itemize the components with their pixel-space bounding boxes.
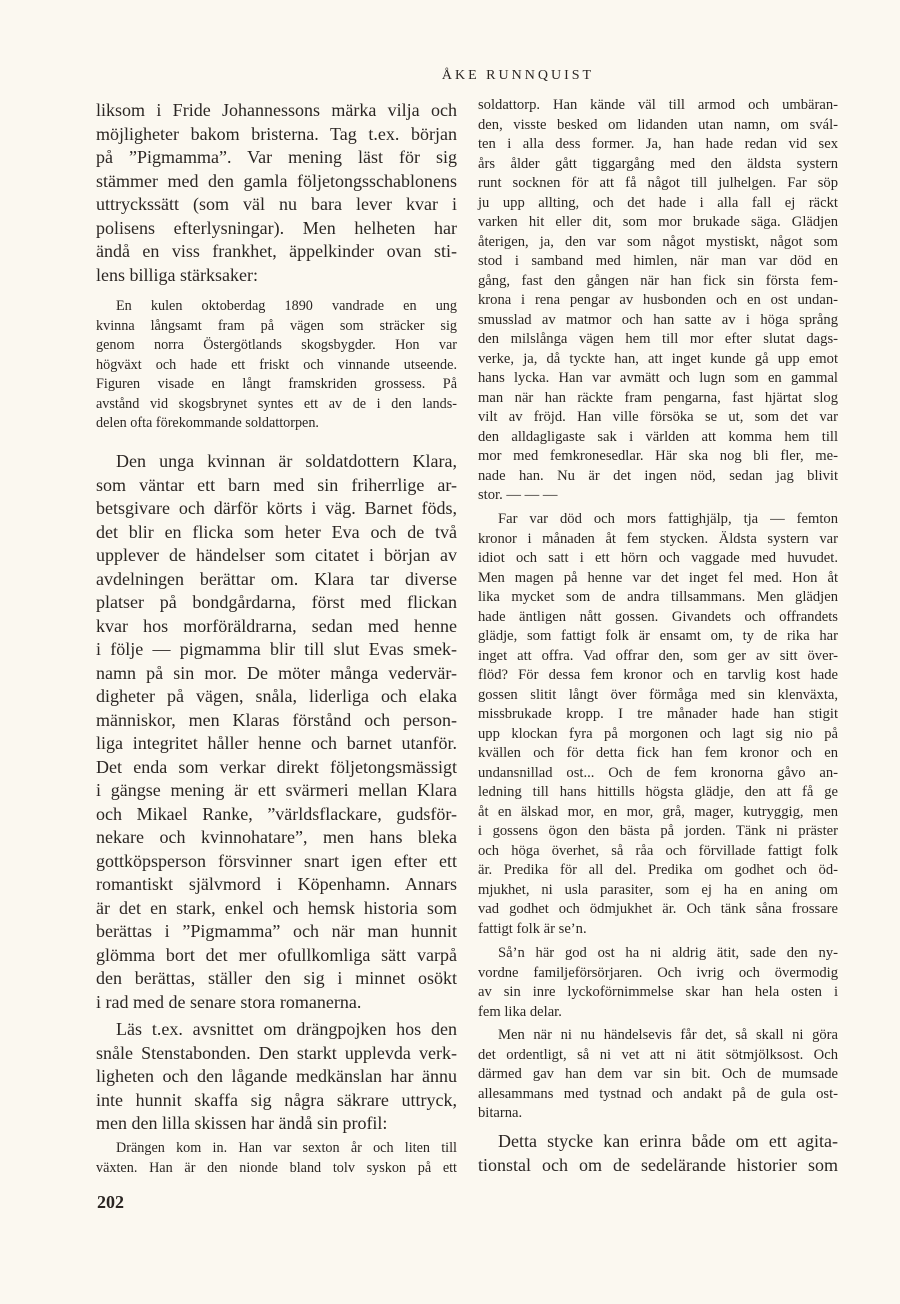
text-line: Men magen på henne var det inget fel med. Hon åt: [478, 569, 838, 586]
text-line: glömma bort det mer ofullkomliga sätt varpå: [96, 944, 457, 965]
text-line: romantiskt självmord i Köpenhamn. Annars: [96, 874, 457, 894]
text-line: digheter på vägen, snåla, liderliga och elaka: [96, 686, 457, 706]
text-line: genom norra Östergötlands skogsbygder. Hon var: [96, 337, 457, 353]
text-line: den, visste besked om lidanden utan namn, om svál-: [478, 116, 838, 133]
text-line: idiot och satt i ett hörn och vaggade med huvudet.: [478, 550, 838, 566]
text-line: verke, ja, då tyckte han, att inget kunde gå upp emot: [478, 350, 838, 367]
text-line: Detta stycke kan erinra både om ett agita-: [498, 1131, 838, 1151]
text-line: Drängen kom in. Han var sexton år och liten till: [116, 1140, 457, 1156]
text-line: inget att offra. Vad offrar den, som ger av sitt över-: [478, 647, 838, 664]
text-line: som väntar ett barn med sin friherrlige ar-: [96, 474, 457, 495]
text-line: Det enda som verkar direkt följetongsmässigt: [96, 756, 457, 777]
text-line: av sin inre lyckoförnimmelse skar han hela osten i: [478, 984, 838, 1000]
text-line: den alldagligaste sak i världen att komma hem till: [478, 428, 838, 445]
text-line: det blir en flicka som heter Eva och de två: [96, 521, 457, 542]
text-line: ten i alla dess former. Ja, han hade redan vid sex: [478, 136, 838, 152]
text-line: därmed gav han dem var sin bit. Och de mumsade: [478, 1066, 838, 1082]
text-line: mjukhet, ni usla parasiter, som ej ha en aning om: [478, 881, 838, 898]
text-line: krona i rena pengar av husbonden och en ost undan-: [478, 292, 838, 308]
text-line: fem lika delar.: [478, 1003, 562, 1020]
paragraph: [478, 1026, 838, 1124]
text-line: i gängse mening är ett svärmeri mellan Klara: [96, 780, 457, 800]
text-line: Figuren visade en långt framskriden grossess. På: [96, 376, 457, 392]
text-line: hans lycka. Han var avmätt och lugn som en gammal: [478, 370, 838, 386]
paragraph: [478, 510, 838, 939]
block-quote: [96, 1139, 457, 1178]
text-line: lens billiga stärksaker:: [96, 264, 258, 285]
text-line: runt socknen för att få något till julhelgen. Far söp: [478, 175, 838, 191]
text-line: ligheten och den lågande medkänslan har ännu: [96, 1066, 457, 1086]
text-line: kvar hos morföräldrarna, sedan med henne: [96, 615, 457, 636]
text-line: liksom i Fride Johannessons märka vilja och: [96, 100, 457, 120]
text-line: avstånd vid skogsbrynet syntes ett av de i den lands-: [96, 395, 457, 412]
text-line: ledning till hans hittills högsta glädje, den att få ge: [478, 784, 838, 800]
paragraph: [96, 99, 457, 287]
text-line: uttryckssätt (som väl nu bara lever kvar i: [96, 194, 457, 214]
text-line: vilt av fröjd. Han ville försöka se ut, som det var: [478, 409, 838, 425]
text-line: och Mikael Ranke, ”världsflackare, gudsför-: [96, 803, 457, 824]
text-line: undansnillad ost... Och de fem kronorna gåvo an-: [478, 764, 838, 781]
text-line: hade äntligen nått gossen. Givandets och offrandets: [478, 608, 838, 625]
text-line: Far var död och mors fattighjälp, tja — femton: [498, 511, 838, 527]
text-line: kvinna långsamt fram på vägen som sträcker sig: [96, 317, 457, 334]
text-line: platser på bondgårdarna, först med flickan: [96, 592, 457, 612]
text-line: berättas i ”Pigmamma” och när man hunnit: [96, 921, 457, 941]
text-line: allesammans med tystnad och andakt på de gula ost-: [478, 1085, 838, 1102]
text-line: nekare och kvinnohatare”, men hans bleka: [96, 827, 457, 847]
text-line: lika mycket som de andra tillsammans. Men glädjen: [478, 589, 838, 605]
text-line: kvällen och för detta fick han fem kronor och en: [478, 745, 838, 761]
text-line: delen ofta förekommande soldattorpen.: [96, 415, 319, 431]
text-line: möjligheter bakom bristerna. Tag t.ex. början: [96, 123, 457, 144]
text-line: upplever de händelser som citatet i början av: [96, 545, 457, 565]
text-line: avdelningen berättar om. Klara tar diverse: [96, 568, 457, 589]
text-line: fattigt folk är se’n.: [478, 920, 587, 937]
text-line: kronor i månaden åt fem stycken. Äldsta systern var: [478, 530, 838, 547]
text-line: man när han räckte fram pengarna, fast hjärtat slog: [478, 389, 838, 406]
text-line: Läs t.ex. avsnittet om drängpojken hos den: [116, 1019, 457, 1039]
text-line: stor. — — —: [478, 487, 558, 503]
page-number: 202: [97, 1192, 124, 1212]
text-line: smusslad av matmor och han satte av i höga språng: [478, 311, 838, 328]
text-line: högväxt och hade ett friskt och vinnande utseende.: [96, 356, 457, 373]
text-line: inte hunnit skaffa sig några säkrare uttryck,: [96, 1089, 457, 1110]
text-line: soldattorp. Han kände väl till armod och umbäran-: [478, 97, 838, 113]
text-line: upp klockan fyra på morgonen och lagt sig nio på: [478, 725, 838, 742]
text-line: gång, fast den gången när han fick sin första fem-: [478, 272, 838, 289]
text-line: vad godhet och ödmjukhet är. Och tänk såna frossare: [478, 901, 838, 917]
running-header: ÅKE RUNNQUIST: [441, 68, 595, 83]
text-line: men den lilla skissen har ändå sin profil:: [96, 1113, 388, 1133]
text-line: på ”Pigmamma”. Var mening läst för sig: [96, 147, 457, 167]
text-line: och höga överhet, så råa och förvillade fattigt folk: [478, 842, 838, 859]
text-line: liga integritet håller henne och barnet utanför.: [96, 733, 457, 753]
text-line: den milslånga vägen hem till mor efter slutat dags-: [478, 331, 838, 347]
text-line: Den unga kvinnan är soldatdottern Klara,: [116, 451, 457, 471]
text-line: namn på sin mor. De möter många vedervär-: [96, 662, 457, 683]
paragraph: [96, 450, 457, 1014]
text-line: glädje, som fattigt folk är ensamt om, ty de rika har: [478, 628, 838, 644]
text-line: i följe — pigmamma blir till slut Evas smek-: [96, 639, 457, 659]
text-line: i gossens ögon den bästa på jorden. Tänk ni präster: [478, 823, 838, 839]
text-line: vordne familjeförsörjaren. Och ivrig och övermodig: [478, 964, 838, 981]
text-line: åt en älskad mor, en mor, grå, mager, kutryggig, men: [478, 803, 838, 820]
text-line: polisens efterlysningar). Men helheten har: [96, 217, 457, 238]
paragraph: [478, 944, 838, 1022]
text-line: bitarna.: [478, 1105, 523, 1121]
text-line: gottköpsperson försvinner snart igen efter ett: [96, 850, 457, 871]
paragraph: [478, 1130, 838, 1177]
text-line: är. Predika för all del. Predika om godhet och öd-: [478, 862, 838, 878]
text-line: ändå en viss frankhet, äppelkinder ovan sti-: [96, 241, 457, 261]
text-line: års ålder gått tiggargång med den äldsta systern: [478, 155, 838, 172]
text-line: gossen slitit långt över förmåga med sin klenväxta,: [478, 686, 838, 703]
text-line: återigen, ja, den var som något mystiskt, något som: [478, 233, 838, 250]
text-line: stämmer med den gamla följetongsschablonens: [96, 170, 457, 191]
text-line: i rad med de senare stora romanerna.: [96, 991, 362, 1012]
text-line: Så’n här god ost ha ni aldrig ätit, sade den ny-: [498, 945, 838, 961]
text-line: växten. Han är den nionde bland tolv syskon på ett: [96, 1159, 457, 1176]
text-line: mor med femkronesedlar. Här ska nog bli fler, me-: [478, 448, 838, 464]
text-line: den berättas, ställer den sig i minnet osökt: [96, 968, 457, 988]
text-line: ju upp allting, och det hade i alla fall ej räckt: [478, 194, 838, 211]
text-line: betsgivare och därför körts i väg. Barnet föds,: [96, 498, 457, 518]
paragraph: [96, 1018, 457, 1136]
text-line: varken hit eller dit, som mor brukade säga. Glädjen: [478, 214, 838, 230]
text-line: stod i samband med himlen, när man var död en: [478, 253, 838, 269]
paragraph: [478, 96, 838, 506]
text-line: snåle Stenstabonden. Den starkt upplevda verk-: [96, 1042, 457, 1063]
text-line: nade han. Nu är det ingen nöd, sedan jag blivit: [478, 467, 838, 484]
text-line: människor, men Klaras förstånd och person-: [96, 709, 457, 730]
text-line: det ordentligt, så ni vet att ni ätit sötmjölksost. Och: [478, 1046, 838, 1063]
text-line: tionstal och om de sedelärande historier som: [478, 1154, 838, 1175]
text-line: En kulen oktoberdag 1890 vandrade en ung: [116, 298, 457, 314]
text-line: flöd? För dessa fem kronor och en tarvlig kost hade: [478, 667, 838, 683]
text-line: är det en stark, enkel och hemsk historia som: [96, 897, 457, 918]
block-quote: [96, 297, 457, 434]
text-line: missbrukade kropp. I tre månader hade han stigit: [478, 706, 838, 722]
text-line: Men när ni nu händelsevis får det, så skall ni göra: [498, 1027, 838, 1043]
